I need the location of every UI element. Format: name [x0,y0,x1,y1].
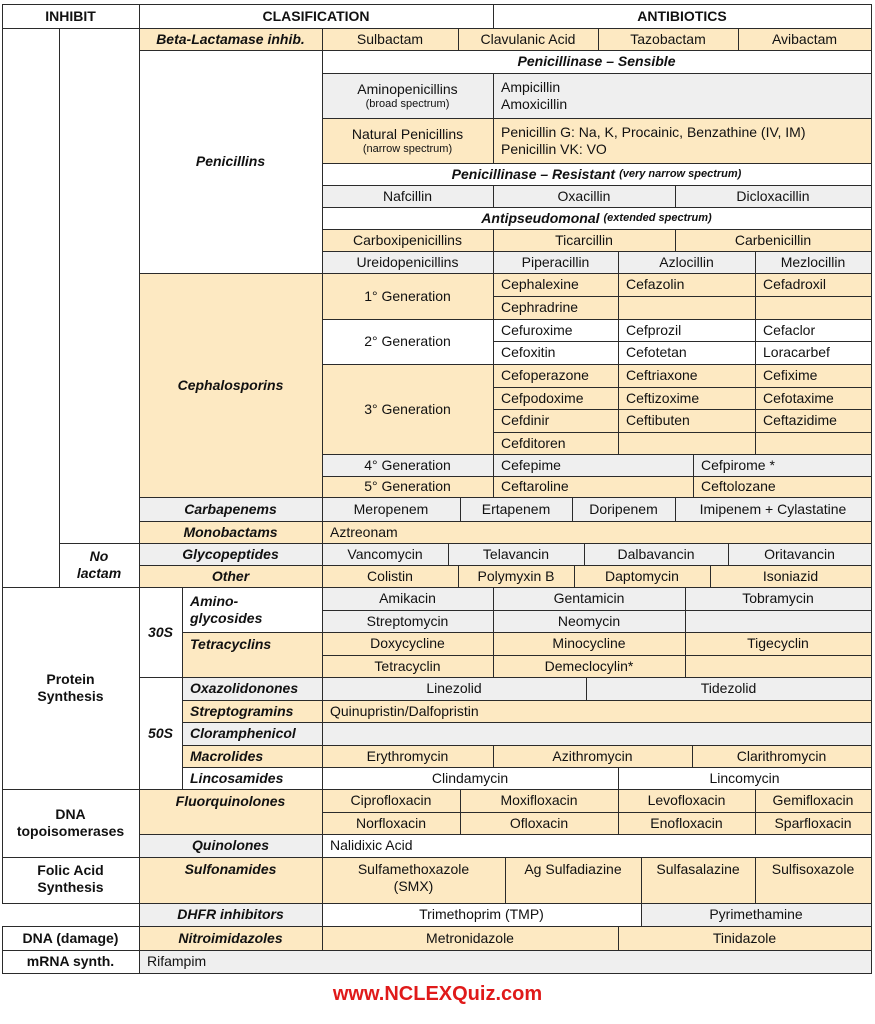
drug-cell-text [618,273,755,296]
text-line: 5° Generation [364,478,451,494]
penicillinase-sensible-title-text [322,50,871,73]
drug-cell-text [493,655,685,677]
drug-cell-text [598,28,738,50]
fluorquinolones-label-text [139,789,322,834]
text-line: Synthesis [37,688,104,704]
text-line: Ceftazidime [763,412,837,428]
text-line: Ticarcillin [555,231,613,248]
text-line: Clindamycin [431,769,509,786]
text-line: Cefepime [501,456,561,473]
antipseudo-note: (extended spectrum) [603,211,712,224]
text-line: Ceftriaxone [626,367,698,383]
text-line: Quinupristin/Dalfopristin [330,702,479,719]
text-line: Ceftizoxime [626,389,700,406]
drug-cell-text [618,387,755,409]
drug-cell-text [460,497,572,521]
drug-cell-text [493,632,685,655]
text-line: Daptomycin [605,567,679,584]
text-line: 4° Generation [364,456,451,473]
text-line: Doripenem [589,500,658,517]
text-line: Ceftaroline [501,478,569,494]
text-line: Azithromycin [552,747,633,764]
text-line: Avibactam [771,30,838,47]
text-line: Enofloxacin [650,814,723,831]
text-line: Synthesis [37,879,104,895]
text-line: Isoniazid [762,567,819,584]
drug-cell-text [493,251,618,273]
drug-cell-text [322,185,493,207]
text-line: Streptomycin [366,612,449,629]
drug-cell-text [322,812,460,834]
text-line: Cephalosporins [177,376,284,393]
gen4-label-text [322,454,493,476]
text-line: Clarithromycin [736,747,827,764]
drug-cell-text [618,926,871,950]
penicillinase-resistant-text [322,163,871,185]
folic-acid-label-text [2,857,139,903]
drug-cell [618,432,756,455]
protein-synthesis-label-text [2,587,139,789]
text-line: Oxacillin [557,187,611,204]
quinupristin-cell-text [322,700,871,722]
text-line: Tigecyclin [747,635,809,651]
text-line: (narrow spectrum) [362,142,453,155]
text-line: Polymyxin B [477,567,555,584]
drug-cell-text [755,341,871,364]
text-line: Tobramycin [742,590,814,606]
cephalosporins-label-text [139,273,322,497]
text-line: Ciprofloxacin [350,792,432,808]
drug-cell-text [493,409,618,432]
text-line: Trimethoprim (TMP) [419,906,544,922]
text-line: 50S [148,724,173,741]
text-line: Penicillins [195,153,266,169]
text-line: Fluorquinolones [175,793,286,809]
text-line: Cefixime [763,367,818,383]
no-lactam-label-text [59,543,139,587]
drug-cell-text [685,632,871,655]
header-clasification-text [139,4,493,28]
drug-cell-text [322,543,448,565]
text-line: Pyrimethamine [709,906,803,922]
text-line: Imipenem + Cylastatine [699,500,847,517]
text-line: Cefotetan [626,344,687,360]
text-line: Cefoxitin [501,344,556,360]
drug-cell-text [618,409,755,432]
drug-cell-text [493,273,618,296]
natural-penicillins-cell-text [322,118,493,163]
text-line: No [89,548,109,564]
text-line: Amino- [190,592,239,609]
streptogramins-label-text [182,700,322,722]
text-line: Gemifloxacin [772,792,854,808]
text-line: Amoxicillin [501,95,568,112]
sulfa-drug-cell-text [505,857,641,903]
drug-cell-text [493,296,618,319]
drug-cell-text [460,789,618,812]
text-line: Cephradrine [501,299,579,315]
gen2-label-text [322,319,493,364]
antipseudo-title: Antipseudomonal [481,209,600,226]
drug-cell-text [493,454,693,476]
drug-cell-text [322,655,493,677]
text-line: Sparfloxacin [774,814,852,831]
drug-cell-text [322,28,458,50]
text-line: Aminopenicillins [357,80,458,97]
sulfamethoxazole-cell-text [322,857,505,903]
drug-cell-text [675,497,871,521]
drug-cell-text [692,745,871,767]
drug-cell-text [618,251,755,273]
drug-cell [685,610,872,633]
beta-lactam-spacer [59,28,140,544]
text-line: (SMX) [393,878,434,894]
text-line: Oxazolidonones [190,680,299,696]
drug-cell-text [755,273,871,296]
sulfa-drug-cell-text [755,857,871,903]
drug-cell-text [675,185,871,207]
rifampim-cell-text [139,950,871,973]
header-antibiotics-text [493,4,871,28]
drug-cell-text [493,341,618,364]
text-line: Penicillin G: Na, K, Procainic, Benzathine (IV, IM) [501,123,806,140]
pyrimethamine-cell-text [641,903,871,926]
drug-cell-text [728,543,871,565]
text-line: Sulfamethoxazole [357,861,470,877]
text-line: Ceftolozane [701,478,776,494]
text-line: Ceftibuten [626,412,690,428]
text-line: Tazobactam [630,30,706,47]
text-line: Cefpodoxime [501,389,584,406]
drug-cell-text [448,543,584,565]
text-line: Streptogramins [190,702,294,719]
drug-cell-text [493,364,618,387]
text-line: Cefpirome * [701,456,775,473]
text-line: Doxycycline [370,635,445,651]
antipseudomonal-text [322,207,871,229]
quinolones-label-text [139,834,322,857]
text-line: Dalbavancin [617,545,695,562]
text-line: Telavancin [482,545,550,562]
ureidopenicillins-cell-text [322,251,493,273]
drug-cell-text [574,565,710,587]
text-line: Ofloxacin [509,814,569,831]
text-line: Nitroimidazoles [178,929,283,946]
gen3-label-text [322,364,493,454]
drug-cell-text [755,789,871,812]
text-line: Levofloxacin [647,792,726,808]
text-line: Neomycin [557,612,621,629]
text-line: Dicloxacillin [736,187,810,204]
nitroimidazoles-label-text [139,926,322,950]
text-line: Quinolones [192,837,269,853]
drug-cell-text [755,409,871,432]
text-line: Vancomycin [347,545,423,562]
drug-cell-text [618,789,755,812]
beta-lactamase-label-text [139,28,322,50]
drug-cell-text [755,387,871,409]
drug-cell-text [493,185,675,207]
gen5-label-text [322,476,493,497]
text-line: 3° Generation [364,400,451,417]
nalidixic-acid-cell-text [322,834,871,857]
drug-cell-text [322,789,460,812]
oxazolidonones-label-text [182,677,322,700]
text-line: mRNA synth. [26,953,115,969]
drug-cell-text [322,497,460,521]
drug-cell-text [693,476,871,497]
text-line: Tetracyclins [190,636,272,652]
text-line: Amikacin [379,590,436,606]
text-line: Cefotaxime [763,389,834,406]
sulfa-drug-cell-text [641,857,755,903]
text-line: Carbapenems [184,500,277,517]
text-line: Oritavancin [764,545,835,562]
text-line: Nalidixic Acid [330,837,413,853]
text-line: Cefazolin [626,276,685,292]
drug-cell-text [618,319,755,341]
text-line: Folic Acid [37,862,104,878]
dna-topoisomerases-label-text [2,789,139,857]
drug-cell-text [618,364,755,387]
drug-cell [755,432,872,455]
drug-cell-text [493,745,692,767]
cloramphenicol-empty [322,722,872,746]
drug-cell-text [493,319,618,341]
text-line: Protein [46,671,95,687]
text-line: Tinidazole [712,929,777,946]
text-line: Beta-Lactamase inhib. [156,30,305,47]
text-line: Tidezolid [700,680,757,696]
drug-cell-text [322,632,493,655]
text-line: Meropenem [353,500,429,517]
text-line: 2° Generation [364,333,451,349]
dna-damage-label-text [2,926,139,950]
aminopenicillins-drugs-text [493,73,871,118]
text-line: ANTIBIOTICS [637,7,727,24]
text-line: Mezlocillin [780,253,846,270]
drug-cell-text [458,28,598,50]
text-line: Aztreonam [330,523,398,540]
text-line: Carboxipenicillins [353,231,462,248]
text-line: Tetracyclin [374,657,441,674]
text-line: glycosides [190,609,263,626]
text-line: Natural Penicillins [351,125,464,142]
trimethoprim-cell-text [322,903,641,926]
text-line: Metronidazole [426,929,514,946]
text-line: Ag Sulfadiazine [524,861,622,877]
text-line: Sulfisoxazole [771,861,855,877]
text-line: Ureidopenicillins [356,253,459,270]
drug-cell-text [738,28,871,50]
text-line: CLASIFICATION [262,7,370,24]
text-line: Monobactams [183,523,278,540]
drug-cell-text [755,319,871,341]
drug-cell-text [586,677,871,700]
resistant-note: (very narrow spectrum) [619,167,742,180]
drug-cell-text [493,610,685,632]
ribosome-50s-label-text [139,677,182,789]
text-line: Penicillin VK: VO [501,140,607,157]
text-line: Lincosamides [190,769,284,786]
text-line: Cefdinir [501,412,550,428]
text-line: Moxifloxacin [500,792,578,808]
text-line: Clavulanic Acid [480,30,576,47]
text-line: Cephalexine [501,276,579,292]
aminopenicillins-cell-text [322,73,493,118]
text-line: Carbenicillin [734,231,812,248]
drug-cell-text [675,229,871,251]
drug-cell-text [755,812,871,834]
text-line: DNA [55,806,86,822]
sulfonamides-label-text [139,857,322,903]
drug-cell [755,296,872,320]
drug-cell-text [493,387,618,409]
drug-cell-text [618,812,755,834]
drug-cell-text [572,497,675,521]
macrolides-label-text [182,745,322,767]
dhfr-inhibitors-label-text [139,903,322,926]
text-line: Penicillinase – Sensible [517,53,676,69]
website-url[interactable]: www.NCLEXQuiz.com [332,983,543,1005]
text-line: Ampicillin [501,78,561,95]
text-line: INHIBIT [45,7,96,24]
text-line: Demeclocylin* [544,657,634,674]
text-line: Norfloxacin [355,814,427,831]
lincosamides-label-text [182,767,322,789]
drug-cell-text [493,432,618,454]
text-line: Cefoperazone [501,367,589,383]
drug-cell-text [493,476,693,497]
text-line: 30S [148,623,173,640]
monobactams-label-text [139,521,322,543]
header-inhibit-text [2,4,139,28]
text-line: 1° Generation [364,287,451,304]
resistant-title: Penicillinase – Resistant [451,165,616,182]
text-line: Glycopeptides [182,545,279,562]
text-line: Azlocillin [659,253,714,270]
carbapenems-label-text [139,497,322,521]
text-line: Gentamicin [553,590,625,606]
text-line: Lincomycin [709,769,780,786]
text-line: Cefditoren [501,434,566,451]
drug-cell-text [618,341,755,364]
text-line: Cefprozil [626,321,682,338]
drug-cell-text [755,251,871,273]
mrna-synthesis-label-text [2,950,139,973]
text-line: Cefuroxime [501,321,573,338]
inhibit-cell-wall [2,28,60,588]
text-line: Colistin [367,567,413,584]
text-line: DHFR inhibitors [177,906,284,922]
drug-cell-text [322,587,493,610]
text-line: Cefaclor [763,321,816,338]
text-line: Erythromycin [366,747,449,764]
text-line: Sulbactam [356,30,424,47]
drug-cell-text [493,587,685,610]
drug-cell-text [322,926,618,950]
text-line: Macrolides [190,747,264,764]
text-line: topoisomerases [16,823,125,839]
natural-penicillins-drugs-text [493,118,871,163]
text-line: Rifampim [147,953,207,969]
other-label-text [139,565,322,587]
text-line: DNA (damage) [22,929,119,946]
drug-cell-text [322,677,586,700]
text-line: Sulfasalazine [656,861,740,877]
drug-cell-text [322,767,618,789]
drug-cell-text [693,454,871,476]
aztreonam-cell-text [322,521,871,543]
drug-cell-text [322,610,493,632]
text-line: Ertapenem [481,500,551,517]
drug-cell-text [755,364,871,387]
text-line: Sulfonamides [184,861,277,877]
drug-cell-text [460,812,618,834]
drug-cell-text [710,565,871,587]
text-line: Other [211,567,250,584]
drug-cell-text [322,565,458,587]
drug-cell-text [584,543,728,565]
text-line: Cefadroxil [763,276,827,292]
glycopeptides-label-text [139,543,322,565]
drug-cell-text [322,745,493,767]
text-line: lactam [76,565,122,581]
text-line: Piperacillin [521,253,590,270]
tetracyclins-label-text [182,632,322,677]
text-line: Linezolid [426,680,482,696]
drug-cell-text [458,565,574,587]
drug-cell-text [685,587,871,610]
aminoglycosides-label-text [182,587,322,632]
text-line: Loracarbef [763,344,830,360]
text-line: (broad spectrum) [365,97,450,110]
penicillins-label-text [139,50,322,273]
gen1-label-text [322,273,493,319]
text-line: Minocycline [552,635,626,651]
text-line: Cloramphenicol [190,725,296,741]
drug-cell [618,296,756,320]
drug-cell-text [618,767,871,789]
drug-cell-text [493,229,675,251]
cloramphenicol-label-text [182,722,322,745]
text-line: Nafcillin [382,187,432,204]
drug-cell [685,655,872,678]
ribosome-30s-label-text [139,587,182,677]
carboxipenicillins-cell-text [322,229,493,251]
